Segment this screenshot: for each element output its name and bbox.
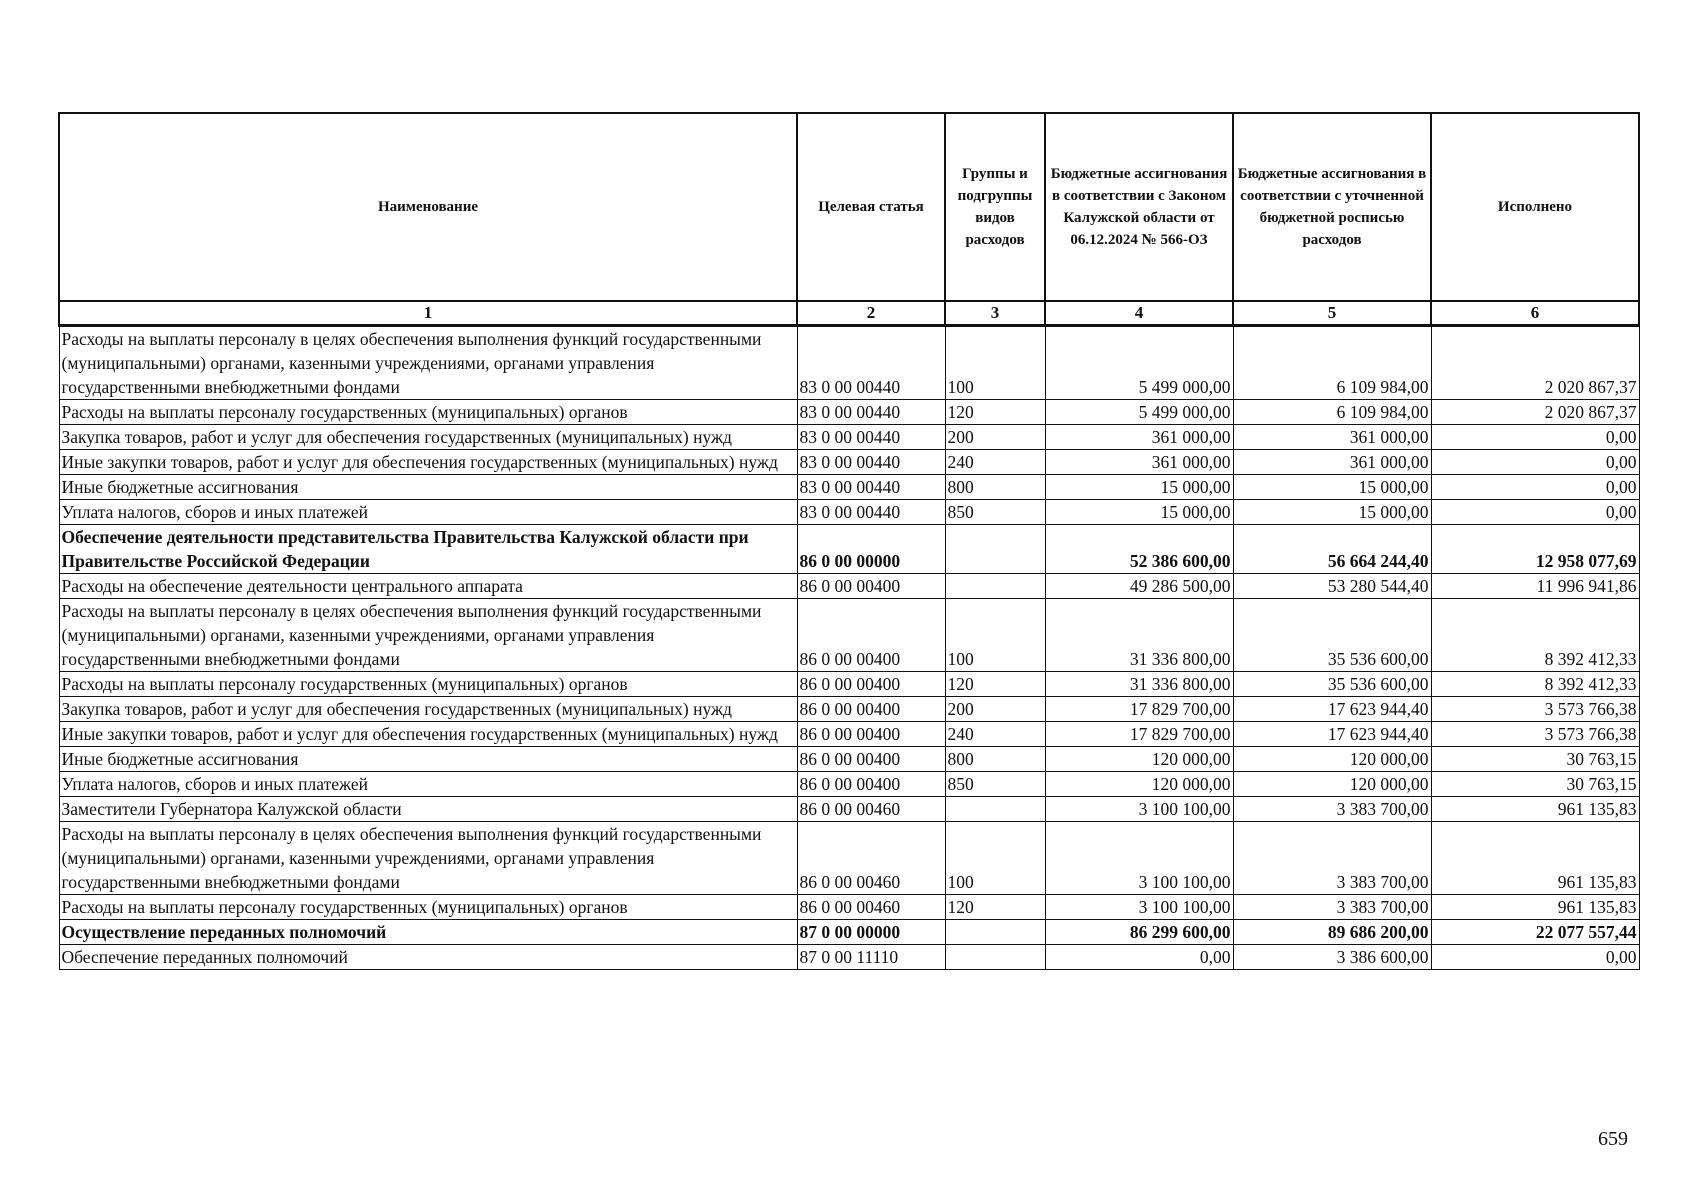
- row-expense-group: 850: [945, 772, 1045, 797]
- row-executed-amount: 3 573 766,38: [1431, 697, 1639, 722]
- row-refined-amount: 6 109 984,00: [1233, 400, 1431, 425]
- row-target-article: 86 0 00 00400: [797, 697, 945, 722]
- column-number: 6: [1431, 301, 1639, 326]
- row-refined-amount: 120 000,00: [1233, 747, 1431, 772]
- row-target-article: 86 0 00 00400: [797, 574, 945, 599]
- row-name: Заместители Губернатора Калужской области: [59, 797, 797, 822]
- row-executed-amount: 961 135,83: [1431, 895, 1639, 920]
- header-expense-groups: Группы и подгруппы видов расходов: [945, 113, 1045, 301]
- budget-sheet: [58, 112, 1638, 970]
- row-refined-amount: 17 623 944,40: [1233, 722, 1431, 747]
- table-row: [59, 797, 1639, 822]
- row-name: Расходы на выплаты персоналу государственных (муниципальных) органов: [59, 672, 797, 697]
- row-expense-group: [945, 525, 1045, 574]
- row-name: Обеспечение переданных полномочий: [59, 945, 797, 970]
- table-row: [59, 672, 1639, 697]
- row-target-article: 83 0 00 00440: [797, 450, 945, 475]
- row-executed-amount: 0,00: [1431, 475, 1639, 500]
- row-refined-amount: 35 536 600,00: [1233, 672, 1431, 697]
- header-law-allocations: Бюджетные ассигнования в соответствии с Законом Калужской области от 06.12.2024 № 566-ОЗ: [1045, 113, 1233, 301]
- row-executed-amount: 0,00: [1431, 450, 1639, 475]
- header-refined-allocations: Бюджетные ассигнования в соответствии с уточненной бюджетной росписью расходов: [1233, 113, 1431, 301]
- row-executed-amount: 0,00: [1431, 500, 1639, 525]
- row-target-article: 86 0 00 00400: [797, 672, 945, 697]
- row-target-article: 83 0 00 00440: [797, 400, 945, 425]
- row-refined-amount: 120 000,00: [1233, 772, 1431, 797]
- column-number: 4: [1045, 301, 1233, 326]
- row-name: Закупка товаров, работ и услуг для обеспечения государственных (муниципальных) нужд: [59, 697, 797, 722]
- table-row: [59, 722, 1639, 747]
- table-row: [59, 697, 1639, 722]
- row-target-article: 87 0 00 00000: [797, 920, 945, 945]
- row-refined-amount: 361 000,00: [1233, 425, 1431, 450]
- row-refined-amount: 15 000,00: [1233, 475, 1431, 500]
- row-executed-amount: 0,00: [1431, 425, 1639, 450]
- row-law-amount: 5 499 000,00: [1045, 400, 1233, 425]
- row-executed-amount: 961 135,83: [1431, 797, 1639, 822]
- row-name: Уплата налогов, сборов и иных платежей: [59, 772, 797, 797]
- row-expense-group: 800: [945, 747, 1045, 772]
- row-executed-amount: 3 573 766,38: [1431, 722, 1639, 747]
- row-target-article: 86 0 00 00400: [797, 747, 945, 772]
- row-expense-group: [945, 574, 1045, 599]
- row-target-article: 86 0 00 00400: [797, 772, 945, 797]
- row-law-amount: 52 386 600,00: [1045, 525, 1233, 574]
- row-target-article: 86 0 00 00460: [797, 895, 945, 920]
- row-executed-amount: 12 958 077,69: [1431, 525, 1639, 574]
- row-name: Уплата налогов, сборов и иных платежей: [59, 500, 797, 525]
- row-expense-group: 240: [945, 722, 1045, 747]
- row-expense-group: [945, 797, 1045, 822]
- row-refined-amount: 17 623 944,40: [1233, 697, 1431, 722]
- column-number: 5: [1233, 301, 1431, 326]
- table-row: [59, 475, 1639, 500]
- table-row: [59, 525, 1639, 574]
- row-law-amount: 86 299 600,00: [1045, 920, 1233, 945]
- row-executed-amount: 11 996 941,86: [1431, 574, 1639, 599]
- row-law-amount: 120 000,00: [1045, 747, 1233, 772]
- row-target-article: 86 0 00 00460: [797, 797, 945, 822]
- row-executed-amount: 22 077 557,44: [1431, 920, 1639, 945]
- row-law-amount: 0,00: [1045, 945, 1233, 970]
- column-number: 3: [945, 301, 1045, 326]
- row-refined-amount: 3 383 700,00: [1233, 822, 1431, 895]
- row-name: Осуществление переданных полномочий: [59, 920, 797, 945]
- row-target-article: 83 0 00 00440: [797, 475, 945, 500]
- row-law-amount: 49 286 500,00: [1045, 574, 1233, 599]
- table-row: [59, 326, 1639, 400]
- row-expense-group: [945, 945, 1045, 970]
- column-number: 2: [797, 301, 945, 326]
- row-name: Иные бюджетные ассигнования: [59, 747, 797, 772]
- table-row: [59, 945, 1639, 970]
- row-name: Расходы на выплаты персоналу в целях обеспечения выполнения функций государственными (муниципальными) органами, казенными учреждениями, органами управления государственными внебюджетными фондами: [59, 599, 797, 672]
- row-target-article: 83 0 00 00440: [797, 425, 945, 450]
- row-refined-amount: 3 386 600,00: [1233, 945, 1431, 970]
- row-expense-group: 800: [945, 475, 1045, 500]
- row-refined-amount: 56 664 244,40: [1233, 525, 1431, 574]
- row-law-amount: 17 829 700,00: [1045, 697, 1233, 722]
- row-executed-amount: 0,00: [1431, 945, 1639, 970]
- row-law-amount: 15 000,00: [1045, 500, 1233, 525]
- row-target-article: 86 0 00 00400: [797, 599, 945, 672]
- row-target-article: 83 0 00 00440: [797, 326, 945, 400]
- row-refined-amount: 89 686 200,00: [1233, 920, 1431, 945]
- row-law-amount: 3 100 100,00: [1045, 895, 1233, 920]
- row-name: Расходы на выплаты персоналу государственных (муниципальных) органов: [59, 895, 797, 920]
- row-executed-amount: 8 392 412,33: [1431, 599, 1639, 672]
- row-refined-amount: 35 536 600,00: [1233, 599, 1431, 672]
- row-name: Расходы на выплаты персоналу в целях обеспечения выполнения функций государственными (муниципальными) органами, казенными учреждениями, органами управления государственными внебюджетными фондами: [59, 326, 797, 400]
- page-number: 659: [1598, 1128, 1628, 1150]
- table-row: [59, 895, 1639, 920]
- row-expense-group: [945, 920, 1045, 945]
- table-row: [59, 747, 1639, 772]
- row-executed-amount: 30 763,15: [1431, 772, 1639, 797]
- row-expense-group: 100: [945, 326, 1045, 400]
- row-law-amount: 3 100 100,00: [1045, 822, 1233, 895]
- table-row: [59, 500, 1639, 525]
- row-law-amount: 15 000,00: [1045, 475, 1233, 500]
- row-law-amount: 361 000,00: [1045, 425, 1233, 450]
- table-row: [59, 400, 1639, 425]
- row-expense-group: 120: [945, 400, 1045, 425]
- row-target-article: 86 0 00 00400: [797, 722, 945, 747]
- row-executed-amount: 961 135,83: [1431, 822, 1639, 895]
- table-row: [59, 450, 1639, 475]
- row-law-amount: 5 499 000,00: [1045, 326, 1233, 400]
- row-refined-amount: 3 383 700,00: [1233, 895, 1431, 920]
- row-law-amount: 361 000,00: [1045, 450, 1233, 475]
- row-target-article: 86 0 00 00460: [797, 822, 945, 895]
- row-expense-group: 100: [945, 822, 1045, 895]
- row-name: Иные закупки товаров, работ и услуг для обеспечения государственных (муниципальных) нужд: [59, 450, 797, 475]
- table-row: [59, 425, 1639, 450]
- row-refined-amount: 53 280 544,40: [1233, 574, 1431, 599]
- column-number: 1: [59, 301, 797, 326]
- row-refined-amount: 6 109 984,00: [1233, 326, 1431, 400]
- row-name: Иные бюджетные ассигнования: [59, 475, 797, 500]
- header-name: Наименование: [59, 113, 797, 301]
- row-law-amount: 3 100 100,00: [1045, 797, 1233, 822]
- row-name: Закупка товаров, работ и услуг для обеспечения государственных (муниципальных) нужд: [59, 425, 797, 450]
- row-name: Обеспечение деятельности представительства Правительства Калужской области при Правительстве Российской Федерации: [59, 525, 797, 574]
- row-name: Иные закупки товаров, работ и услуг для обеспечения государственных (муниципальных) нужд: [59, 722, 797, 747]
- row-executed-amount: 30 763,15: [1431, 747, 1639, 772]
- row-expense-group: 240: [945, 450, 1045, 475]
- header-target-article: Целевая статья: [797, 113, 945, 301]
- header-executed: Исполнено: [1431, 113, 1639, 301]
- table-row: [59, 599, 1639, 672]
- row-target-article: 87 0 00 11110: [797, 945, 945, 970]
- row-refined-amount: 15 000,00: [1233, 500, 1431, 525]
- row-refined-amount: 361 000,00: [1233, 450, 1431, 475]
- row-expense-group: 200: [945, 697, 1045, 722]
- row-executed-amount: 2 020 867,37: [1431, 400, 1639, 425]
- row-refined-amount: 3 383 700,00: [1233, 797, 1431, 822]
- row-expense-group: 100: [945, 599, 1045, 672]
- row-law-amount: 120 000,00: [1045, 772, 1233, 797]
- row-name: Расходы на выплаты персоналу государственных (муниципальных) органов: [59, 400, 797, 425]
- row-target-article: 83 0 00 00440: [797, 500, 945, 525]
- table-body: [59, 326, 1639, 970]
- row-executed-amount: 2 020 867,37: [1431, 326, 1639, 400]
- budget-table: [58, 112, 1640, 970]
- row-target-article: 86 0 00 00000: [797, 525, 945, 574]
- table-row: [59, 920, 1639, 945]
- row-law-amount: 31 336 800,00: [1045, 672, 1233, 697]
- row-expense-group: 120: [945, 895, 1045, 920]
- table-row: [59, 772, 1639, 797]
- row-expense-group: 120: [945, 672, 1045, 697]
- row-expense-group: 850: [945, 500, 1045, 525]
- row-expense-group: 200: [945, 425, 1045, 450]
- row-law-amount: 17 829 700,00: [1045, 722, 1233, 747]
- column-number-row: [59, 301, 1639, 326]
- row-executed-amount: 8 392 412,33: [1431, 672, 1639, 697]
- row-law-amount: 31 336 800,00: [1045, 599, 1233, 672]
- row-name: Расходы на выплаты персоналу в целях обеспечения выполнения функций государственными (муниципальными) органами, казенными учреждениями, органами управления государственными внебюджетными фондами: [59, 822, 797, 895]
- row-name: Расходы на обеспечение деятельности центрального аппарата: [59, 574, 797, 599]
- table-row: [59, 822, 1639, 895]
- table-row: [59, 574, 1639, 599]
- header-row: [59, 113, 1639, 301]
